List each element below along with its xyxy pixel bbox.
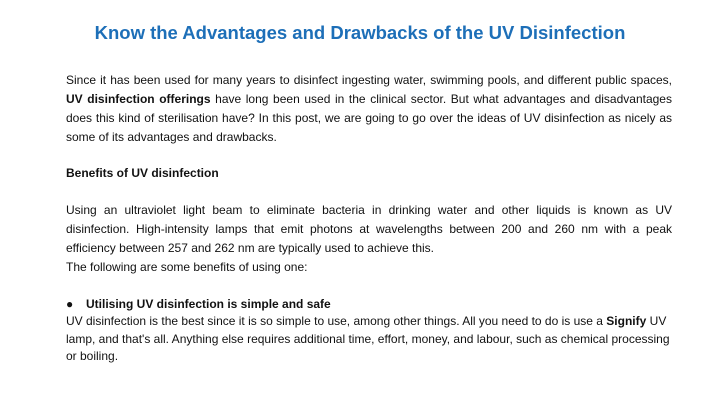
bullet-paragraph (66, 313, 672, 366)
intro-paragraph (66, 71, 672, 147)
bullet-heading: Utilising UV disinfection is simple and safe (86, 297, 331, 311)
benefits-paragraph: Using an ultraviolet light beam to eliminate bacteria in drinking water and other liquids is known as UV disinfection. High-intensity lamps that emit photons at wavelengths between 200 and 260 nm with a peak efficiency between 257 and 262 nm are typically used to achieve this. (66, 203, 672, 255)
benefits-list-intro: The following are some benefits of using one: (66, 260, 308, 274)
benefits-heading: Benefits of UV disinfection (66, 166, 219, 180)
bullet-text-start: UV disinfection is the best since it is so simple to use, among other things. All you need to do is use a (66, 314, 607, 328)
bullet-item (66, 295, 672, 314)
bullet-text-end: UV lamp, and that's all. Anything else requires additional time, effort, money, and labour, such as chemical processing or boiling. (66, 314, 670, 363)
bullet-marker: ● (66, 297, 74, 311)
intro-bold-phrase: UV disinfection offerings (66, 92, 211, 106)
bullet-bold-brand: Signify (606, 314, 647, 328)
page-title: Know the Advantages and Drawbacks of the UV Disinfection (94, 22, 626, 43)
intro-text-end: have long been used in the clinical sector. But what advantages and disadvantages does this kind of sterilisation have? In this post, we are going to go over the ideas of UV disinfection as nicely as some of its advantages and drawbacks. (66, 92, 672, 144)
intro-text-start: Since it has been used for many years to disinfect ingesting water, swimming pools, and different public spaces, (66, 73, 672, 87)
